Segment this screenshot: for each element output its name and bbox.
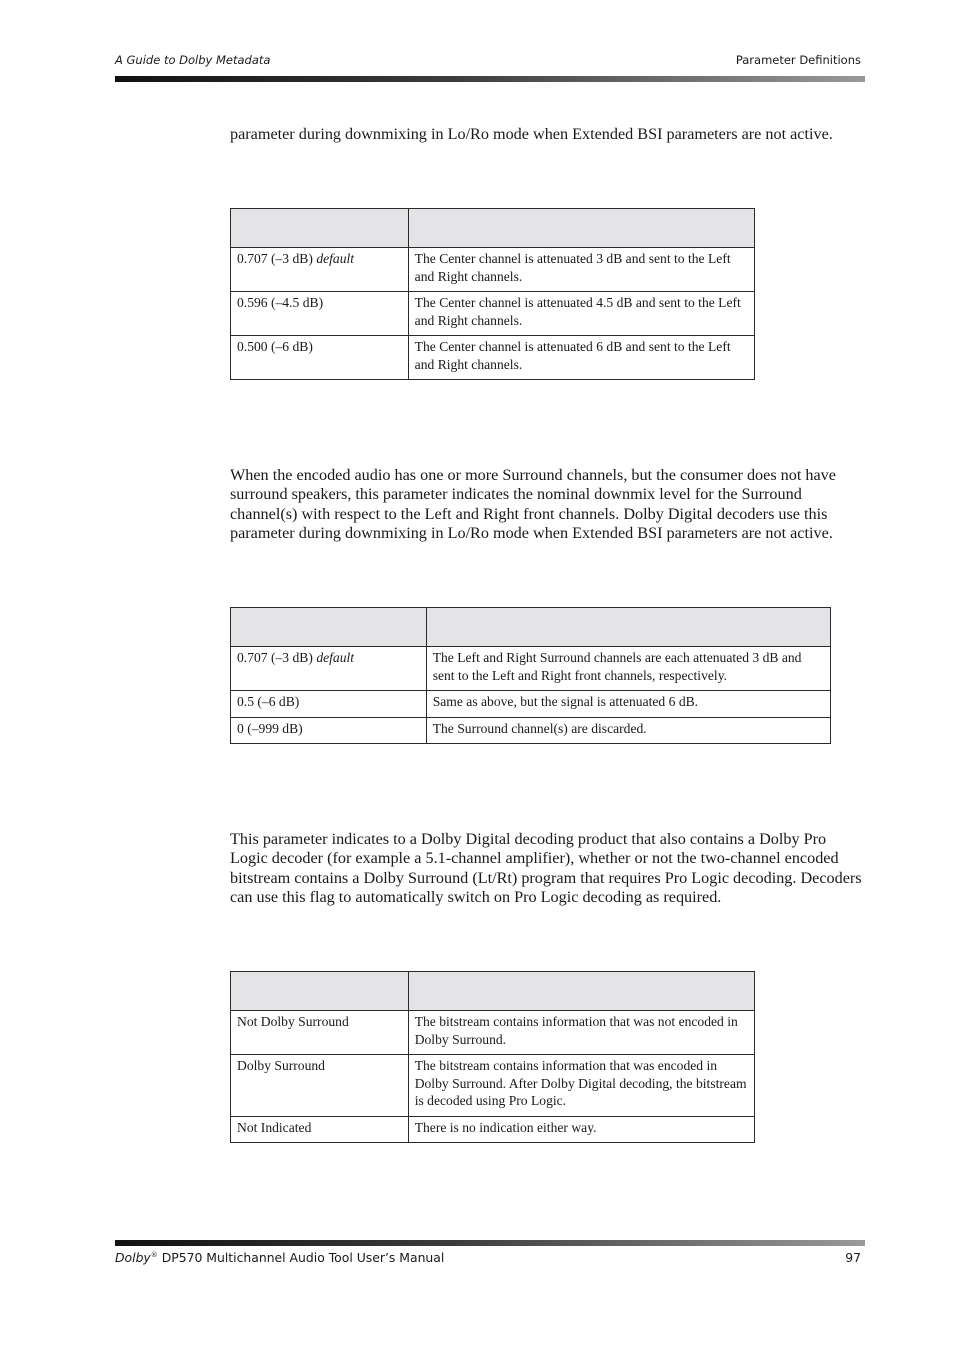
footer-title-text: DP570 Multichannel Audio Tool User’s Manual — [157, 1250, 445, 1265]
table-header-row — [231, 972, 755, 1011]
running-header-section: Parameter Definitions — [735, 53, 861, 67]
table-header-cell — [231, 209, 409, 248]
table-row — [231, 292, 755, 336]
table-cell-value: 0 (–999 dB) — [231, 717, 427, 744]
table-header-cell — [408, 972, 754, 1011]
default-note: default — [316, 650, 355, 665]
table-cell-description: The bitstream contains information that was not encoded in Dolby Surround. — [408, 1011, 754, 1055]
table-cell-value: Dolby Surround — [231, 1055, 409, 1117]
table-cell-description: The Center channel is attenuated 3 dB and sent to the Left and Right channels. — [408, 248, 754, 292]
table-header-cell — [426, 608, 830, 647]
table-header-cell — [231, 608, 427, 647]
footer-rule — [115, 1240, 865, 1246]
table-cell-description: The Center channel is attenuated 4.5 dB and sent to the Left and Right channels. — [408, 292, 754, 336]
surround-mode-table — [230, 971, 755, 1143]
table-cell-value: 0.5 (–6 dB) — [231, 691, 427, 718]
table-cell-description: The bitstream contains information that was encoded in Dolby Surround. After Dolby Digital decoding, the bitstream is decoded using Pro Logic. — [408, 1055, 754, 1117]
table-row — [231, 1116, 755, 1143]
center-downmix-table — [230, 208, 755, 380]
table-row — [231, 248, 755, 292]
footer-brand: Dolby — [115, 1250, 151, 1265]
paragraph-2: When the encoded audio has one or more Surround channels, but the consumer does not have surround speakers, this parameter indicates the nominal downmix level for the Surround channel(s) with respect to the Left and Right front channels. Dolby Digital decoders use this parameter during downmixing in Lo/Ro mode when Extended BSI parameters are not active. — [230, 466, 836, 543]
table-cell-description: There is no indication either way. — [408, 1116, 754, 1143]
table-cell-description: The Surround channel(s) are discarded. — [426, 717, 830, 744]
table-cell-description: The Left and Right Surround channels are each attenuated 3 dB and sent to the Left and Right front channels, respectively. — [426, 647, 830, 691]
paragraph-3: This parameter indicates to a Dolby Digital decoding product that also contains a Dolby Pro Logic decoder (for example a 5.1-channel amplifier), whether or not the two-channel encoded bitstream contains a Dolby Surround (Lt/Rt) program that requires Pro Logic decoding. Decoders can use this flag to automatically switch on Pro Logic decoding as required. — [230, 830, 862, 907]
surround-downmix-table — [230, 607, 831, 744]
table-row — [231, 717, 831, 744]
table-header-cell — [231, 972, 409, 1011]
table-header-row — [231, 209, 755, 248]
table-row — [231, 336, 755, 380]
table-cell-value: Not Indicated — [231, 1116, 409, 1143]
table-header-row — [231, 608, 831, 647]
table-row — [231, 1011, 755, 1055]
header-rule — [115, 76, 865, 82]
table-row — [231, 647, 831, 691]
running-header-title: A Guide to Dolby Metadata — [115, 53, 271, 67]
table-row — [231, 691, 831, 718]
registered-mark: ® — [150, 1250, 158, 1259]
page-number: 97 — [845, 1250, 861, 1265]
table-cell-value: 0.707 (–3 dB) default — [231, 647, 427, 691]
default-note: default — [316, 251, 355, 266]
table-cell-value: 0.500 (–6 dB) — [231, 336, 409, 380]
table-cell-value: 0.596 (–4.5 dB) — [231, 292, 409, 336]
paragraph-1: parameter during downmixing in Lo/Ro mode when Extended BSI parameters are not active. — [230, 125, 833, 143]
table-cell-value: 0.707 (–3 dB) default — [231, 248, 409, 292]
table-cell-value: Not Dolby Surround — [231, 1011, 409, 1055]
table-cell-description: Same as above, but the signal is attenuated 6 dB. — [426, 691, 830, 718]
table-header-cell — [408, 209, 754, 248]
table-row — [231, 1055, 755, 1117]
table-cell-description: The Center channel is attenuated 6 dB and sent to the Left and Right channels. — [408, 336, 754, 380]
footer-manual-title — [115, 1250, 444, 1265]
